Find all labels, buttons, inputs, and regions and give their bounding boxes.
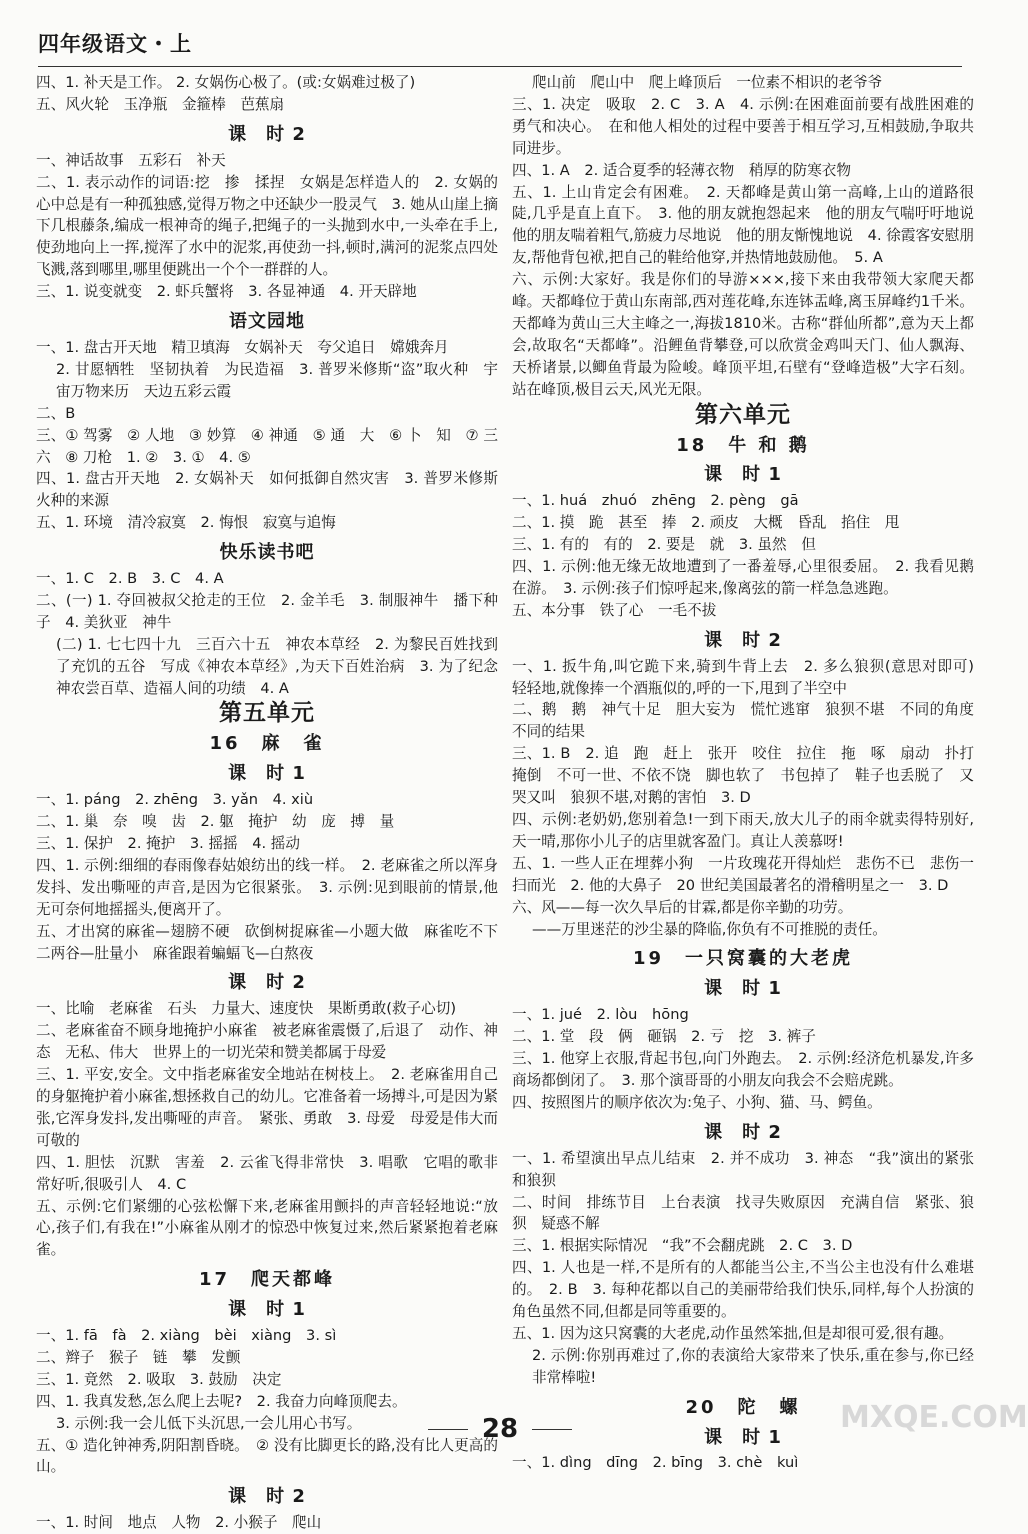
answer-line: 二、辫子 猴子 链 攀 发颤 (36, 1348, 241, 1366)
answer-line: 三、1. 根据实际情况 “我”不会翻虎跳 2. C 3. D (512, 1237, 853, 1255)
answer-line: 一、1. huá zhuó zhēng 2. pèng gā (512, 492, 799, 510)
answer-line: 三、① 驾雾 ② 人地 ③ 妙算 ④ 神通 ⑤ 通 大 ⑥ 卜 知 ⑦ 三 六 ⑧ 刀枪 1. ② 3. ① 4. ⑤ (36, 426, 513, 466)
answer-line: 三、1. 竟然 2. 吸取 3. 鼓励 决定 (36, 1370, 282, 1388)
header-rule (38, 66, 962, 67)
answer-line: 五、1. 一些人正在埋葬小狗 一片玫瑰花开得灿烂 悲伤不已 悲伤一扫而光 2. 他的大鼻子 20 世纪美国最著名的滑稽明星之一 3. D (512, 854, 974, 894)
answer-line: 四、1. 示例:细细的春雨像春姑娘纺出的线一样。 2. 老麻雀之所以浑身发抖、发出嘶哑的声音,是因为它很紧张。 3. 示例:见到眼前的情景,他无可奈何地摇摇头,便离开了。 (36, 856, 498, 918)
answer-line: 二、1. 表示动作的词语:挖 掺 揉捏 女娲是怎样造人的 2. 女娲的心中总是有一种孤独感,觉得万物之中还缺少一股灵气 3. 她从山崖上摘下几根藤条,编成一根神奇的绳子,把绳子的一头抛到水中,一头牵在手上,使劲地向上一挥,搅浑了水中的泥浆,再使劲一抖,顿时,满河的泥浆点四处飞溅,落到哪里,哪里便跳出一个个一群群的人。 (36, 173, 498, 279)
lesson-heading: 19 一只窝囊的大老虎 (632, 948, 854, 970)
right-column (512, 72, 989, 1474)
section-heading: 课 时 1 (228, 763, 306, 785)
section-heading: 课 时 2 (228, 1486, 306, 1508)
answer-line: (二) 1. 七七四十九 三百六十五 神农本草经 2. 为黎民百姓找到了充饥的五谷 写成《神农本草经》,为天下百姓治病 3. 为了纪念神农尝百草、造福人间的功绩 4. A (56, 635, 498, 697)
answer-line: 五、风火轮 玉净瓶 金箍棒 芭蕉扇 (36, 95, 285, 113)
answer-line: 二、老麻雀奋不顾身地掩护小麻雀 被老麻雀震慑了,后退了 动作、神态 无私、伟大 世界上的一切光荣和赞美都属于母爱 (36, 1022, 498, 1062)
answer-line: 二、1. 摸 跪 甚至 捧 2. 顽皮 大概 昏乱 掐住 甩 (512, 514, 900, 532)
answer-line: 四、示例:老奶奶,您别着急!一到下雨天,放大儿子的雨伞就卖得特别好,天一晴,那你小儿子的店里就客盈门。真让人羡慕呀! (512, 811, 974, 850)
answer-line: 四、1. 示例:他无缘无故地遭到了一番羞辱,心里很委屈。 2. 我看见鹅在游。 3. 示例:孩子们惊呼起来,像离弦的箭一样急急逃跑。 (512, 558, 974, 597)
answer-line: 六、示例:大家好。我是你们的导游×××,接下来由我带领大家爬天都峰。天都峰位于黄山东南部,西对莲花峰,东连钵盂峰,离玉屏峰约1千米。天都峰为黄山三大主峰之一,海拔1810米。古称“群仙所都”,意为天上都会,故取名“天都峰”。沿鲤鱼背攀登,可以欣赏金鸡叫天门、仙人飘海、天桥诸景,以鲫鱼背最为险峻。峰顶平坦,石壁有“登峰造极”大字石刻。站在峰顶,极目云天,风光无限。 (512, 271, 974, 398)
unit-heading: 第六单元 (695, 401, 791, 428)
section-heading: 课 时 1 (704, 464, 782, 486)
answer-line: 五、1. 上山肯定会有困难。 2. 天都峰是黄山第一高峰,上山的道路很陡,几乎是直上直下。 3. 他的朋友就抱怨起来 他的朋友气喘吁吁地说 他的朋友喘着粗气,筋疲力尽地说 他的朋友惭愧地说 4. 徐霞客安慰朋友,帮他背包袱,把自己的鞋给他穿,并热情地鼓励他。 5. A (512, 183, 989, 267)
section-heading: 课 时 1 (704, 978, 782, 1000)
answer-line: 五、1. 环境 清冷寂寞 2. 悔恨 寂寞与追悔 (36, 514, 336, 532)
answer-line: 四、1. A 2. 适合夏季的轻薄衣物 稍厚的防寒衣物 (512, 161, 851, 179)
section-heading: 课 时 2 (704, 1121, 782, 1143)
answer-line: 二、鹅 鹅 神气十足 胆大妄为 慌忙逃窜 狼狈不堪 不同的角度 不同的结果 (512, 701, 989, 741)
section-heading: 课 时 2 (228, 123, 306, 145)
page-header: 四年级语文・上 (38, 32, 192, 56)
answer-line: ——万里迷茫的沙尘暴的降临,你负有不可推脱的责任。 (532, 920, 887, 938)
answer-line: 四、按照图片的顺序依次为:兔子、小狗、猫、马、鳄鱼。 (512, 1093, 882, 1111)
answer-line: 一、神话故事 五彩石 补天 (36, 151, 226, 169)
page-number: 28 (0, 1414, 1000, 1444)
answer-line: 四、1. 我真发愁,怎么爬上去呢? 2. 我奋力向峰顶爬去。 (36, 1392, 407, 1410)
answer-line: 二、1. 堂 段 俩 砸锅 2. 亏 挖 3. 裤子 (512, 1028, 816, 1046)
answer-line: 三、1. 保护 2. 掩护 3. 摇摇 4. 摇动 (36, 835, 300, 852)
answer-line: 四、1. 人也是一样,不是所有的人都能当公主,不当公主也没有什么难堪的。 2. B 3. 每种花都以自己的美丽带给我们快乐,同样,每个人扮演的角色虽然不同,但都是同等重要的。 (512, 1259, 974, 1321)
answer-line: 一、1. páng 2. zhēng 3. yǎn 4. xiù (36, 791, 314, 809)
section-heading: 课 时 1 (228, 1299, 306, 1321)
answer-line: 3. 示例:我一会儿低下头沉思,一会儿用心书写。 (56, 1414, 362, 1432)
answer-line: 一、1. jué 2. lòu hōng (512, 1006, 689, 1024)
answer-line: 2. 甘愿牺牲 坚韧执着 为民造福 3. 普罗米修斯“盗”取火种 宇宙万物来历 天边五彩云霞 (56, 360, 498, 400)
answer-line: 一、1. 时间 地点 人物 2. 小猴子 爬山 (36, 1514, 322, 1532)
answer-line: 五、1. 因为这只窝囊的大老虎,动作虽然笨拙,但是却很可爱,很有趣。 (512, 1324, 954, 1342)
lesson-heading: 20 陀 螺 (685, 1396, 801, 1418)
answer-line: 三、1. 平安,安全。文中指老麻雀安全地站在树枝上。 2. 老麻雀用自己的身躯掩护着小麻雀,想拯救自己的幼儿。它准备着一场搏斗,可是因为紧张,它浑身发抖,发出嘶哑的声音。 紧张、勇敢 3. 母爱 母爱是伟大而可敬的 (36, 1066, 498, 1149)
lesson-heading: 16 麻 雀 (209, 733, 325, 755)
answer-line: 二、B (36, 404, 76, 422)
answer-line: 2. 示例:你别再难过了,你的表演给大家带来了快乐,重在参与,你已经非常棒啦! (532, 1346, 974, 1386)
answer-line: 一、1. 扳牛角,叫它跪下来,骑到牛背上去 2. 多么狼狈(意思对即可) 轻轻地,就像捧一个酒瓶似的,呼的一下,甩到了半空中 (512, 657, 989, 697)
answer-line: 三、1. B 2. 追 跑 赶上 张开 咬住 拉住 拖 啄 扇动 扑打 掩倒 不可一世、不依不饶 脚也软了 书包掉了 鞋子也丢脱了 又哭又叫 狼狈不堪,对鹅的害怕 3. D (512, 745, 989, 807)
unit-heading: 第五单元 (219, 700, 315, 727)
answer-line: 二、(一) 1. 夺回被叔父抢走的王位 2. 金羊毛 3. 制服神牛 播下种子 4. 美狄亚 神牛 (36, 591, 498, 631)
answer-line: 二、时间 排练节目 上台表演 找寻失败原因 充满自信 紧张、狼狈 疑惑不解 (512, 1193, 974, 1233)
section-heading: 课 时 2 (228, 972, 306, 994)
answer-line: 四、1. 盘古开天地 2. 女娲补天 如何抵御自然灾害 3. 普罗米修斯 火种的来源 (36, 470, 513, 510)
answer-line: 五、① 造化钟神秀,阴阳割昏晓。 ② 没有比脚更长的路,没有比人更高的山。 (36, 1436, 498, 1476)
section-heading: 快乐读书吧 (219, 542, 315, 564)
answer-line: 四、1. 补天是工作。 2. 女娲伤心极了。(或:女娲难过极了) (36, 74, 416, 91)
answer-line: 爬山前 爬山中 爬上峰顶后 一位素不相识的老爷爷 (532, 74, 883, 91)
watermark: MXQE.COM (840, 1400, 1028, 1435)
answer-line: 一、1. C 2. B 3. C 4. A (36, 570, 224, 588)
answer-line: 一、1. dìng dīng 2. bīng 3. chè kuì (512, 1454, 799, 1472)
answer-line: 二、1. 巢 奈 嗅 齿 2. 躯 掩护 幼 庞 搏 量 (36, 813, 395, 831)
lesson-heading: 18 牛 和 鹅 (676, 434, 810, 456)
answer-line: 一、1. 希望演出早点儿结束 2. 并不成功 3. 神态 “我”演出的紧张和狼狈 (512, 1149, 974, 1189)
answer-line: 三、1. 决定 吸取 2. C 3. A 4. 示例:在困难面前要有战胜困难的勇气和决心。 在和他人相处的过程中要善于相互学习,互相鼓励,争取共同进步。 (512, 95, 974, 157)
section-heading: 语文园地 (229, 311, 305, 333)
answer-line: 一、1. fā fà 2. xiàng bèi xiàng 3. sì (36, 1327, 337, 1345)
answer-line: 五、才出窝的麻雀—翅膀不硬 砍倒树捉麻雀—小题大做 麻雀吃不下二两谷—肚量小 麻雀跟着蝙蝠飞—白熬夜 (36, 922, 498, 962)
section-heading: 课 时 2 (704, 629, 782, 651)
answer-line: 四、1. 胆怯 沉默 害羞 2. 云雀飞得非常快 3. 唱歌 它唱的歌非常好听,很吸引人 4. C (36, 1153, 498, 1193)
answer-line: 一、比喻 老麻雀 石头 力量大、速度快 果断勇敢(救子心切) (36, 1000, 457, 1018)
answer-line: 一、1. 盘古开天地 精卫填海 女娲补天 夸父追日 嫦娥奔月 (36, 338, 449, 356)
answer-line: 三、1. 说变就变 2. 虾兵蟹将 3. 各显神通 4. 开天辟地 (36, 283, 417, 301)
answer-line: 六、风——每一次久旱后的甘霖,都是你辛勤的功劳。 (512, 898, 853, 916)
answer-line: 三、1. 他穿上衣服,背起书包,向门外跑去。 2. 示例:经济危机暴发,许多商场都倒闭了。 3. 那个演哥哥的小朋友向我会不会赔虎跳。 (512, 1050, 974, 1089)
answer-line: 五、示例:它们紧绷的心弦松懈下来,老麻雀用颤抖的声音轻轻地说:“放心,孩子们,有我在!”小麻雀从刚才的惊恐中恢复过来,然后紧紧抱着老麻雀。 (36, 1197, 498, 1259)
lesson-heading: 17 爬天都峰 (198, 1269, 336, 1291)
answer-line: 五、本分事 铁了心 一毛不拔 (512, 601, 717, 619)
answer-line: 三、1. 有的 有的 2. 要是 就 3. 虽然 但 (512, 536, 816, 554)
section-heading: 课 时 1 (704, 1426, 782, 1448)
